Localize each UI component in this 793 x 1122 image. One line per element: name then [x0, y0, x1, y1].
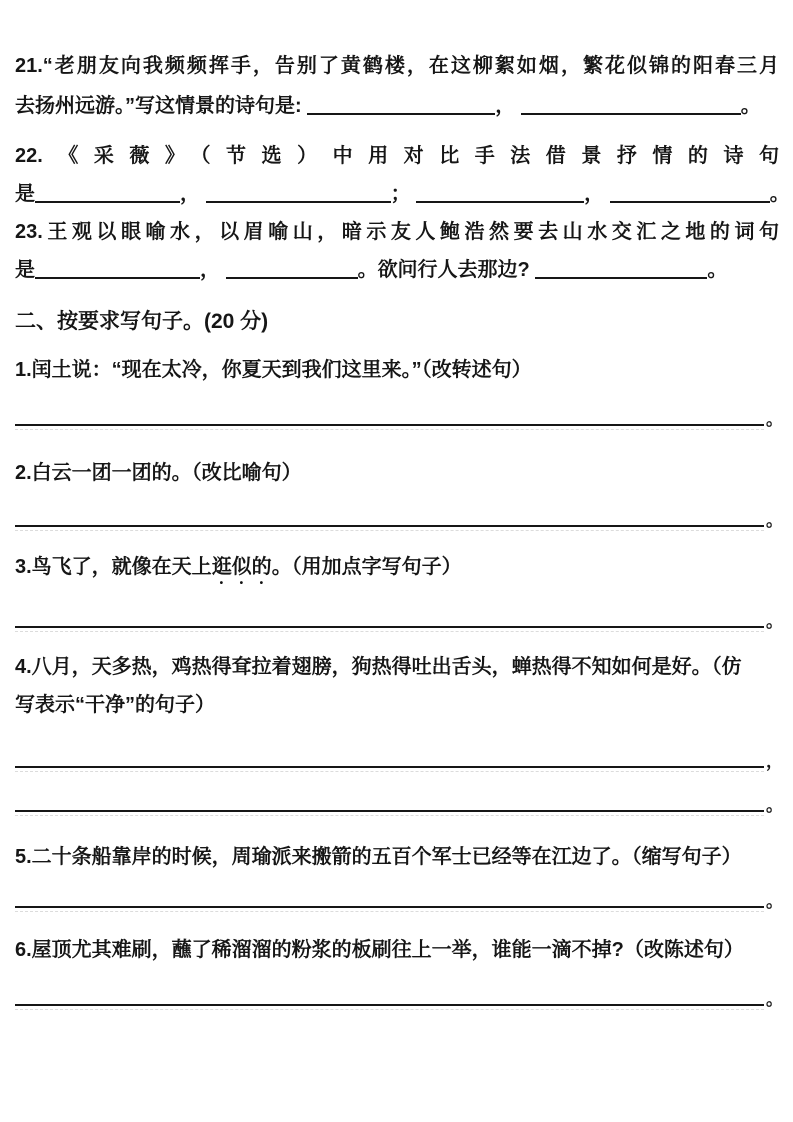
period-mark: 。 — [766, 612, 783, 631]
question-22-line-2 — [15, 180, 790, 208]
rewrite-q6-text: 6.屋顶尤其难刷，蘸了稀溜溜的粉浆的板刷往上一举，谁能一滴不掉?（改陈述句） — [15, 939, 744, 961]
comma-separator: ， — [180, 183, 200, 205]
period-mark: 。 — [766, 990, 783, 1009]
answer-rule — [15, 786, 764, 812]
semicolon-separator: ； — [390, 183, 411, 205]
answer-blank — [206, 182, 391, 203]
rewrite-q5-text: 5.二十条船靠岸的时候，周瑜派来搬箭的五百个军士已经等在江边了。（缩写句子） — [15, 846, 742, 868]
period-mark: 。 — [766, 892, 783, 911]
period-mark: 。 — [707, 259, 728, 281]
rewrite-q4-answer-line-1 — [15, 742, 783, 771]
rewrite-q3-post: 。（用加点字写句子） — [271, 556, 462, 578]
comma-separator: ， — [584, 183, 605, 205]
rewrite-q1-answer-line — [15, 400, 783, 429]
answer-blank — [521, 94, 741, 115]
answer-blank — [35, 258, 200, 279]
question-23-prompt: 是 — [15, 259, 35, 281]
answer-blank — [226, 258, 358, 279]
question-23-mid-text: 欲问行人去那边? — [377, 259, 530, 281]
period-mark: 。 — [766, 511, 783, 530]
rewrite-q4-line-2: 写表示“干净”的句子） — [15, 694, 215, 716]
rewrite-q2-text: 2.白云一团一团的。（改比喻句） — [15, 462, 302, 484]
rewrite-q3-pre: 3.鸟飞了，就像在天上 — [15, 556, 212, 578]
rewrite-q2-answer-line — [15, 501, 783, 530]
answer-rule — [15, 602, 764, 628]
rewrite-q4-answer-line-2 — [15, 786, 783, 815]
question-21-line-2 — [15, 92, 779, 120]
rewrite-q3-dotted-chars: 逛似的 — [211, 556, 272, 578]
rewrite-q3-text — [15, 553, 779, 589]
answer-blank — [307, 94, 495, 115]
answer-blank — [535, 258, 707, 279]
rewrite-q3-answer-line — [15, 602, 783, 631]
answer-rule — [15, 980, 764, 1006]
answer-rule — [15, 742, 764, 768]
comma-separator: ， — [495, 95, 516, 117]
comma-separator: ， — [200, 259, 220, 281]
question-22-prompt: 是 — [15, 183, 35, 205]
rewrite-q5-answer-line — [15, 882, 783, 911]
question-21-line-1: 21.“老朋友向我频频挥手，告别了黄鹤楼，在这柳絮如烟，繁花似锦的阳春三月 — [15, 55, 779, 77]
rewrite-q6-answer-line — [15, 980, 783, 1009]
period-mark: 。 — [769, 183, 790, 205]
period-mark: 。 — [740, 95, 761, 117]
question-23-line-1: 23.王观以眼喻水，以眉喻山，暗示友人鲍浩然要去山水交汇之地的词句 — [15, 221, 779, 243]
comma-mark: ， — [766, 752, 783, 771]
answer-blank — [416, 182, 584, 203]
answer-blank — [35, 182, 180, 203]
answer-rule — [15, 501, 764, 527]
period-mark: 。 — [766, 796, 783, 815]
answer-blank — [610, 182, 770, 203]
period-mark: 。 — [766, 410, 783, 429]
question-22-line-1: 22.《采薇》（节选）中用对比手法借景抒情的诗句 — [15, 145, 779, 167]
question-23-line-2 — [15, 256, 779, 284]
section-2-header: 二、按要求写句子。(20 分) — [15, 310, 269, 333]
answer-rule — [15, 400, 764, 426]
period-mark: 。 — [357, 259, 378, 281]
answer-rule — [15, 882, 764, 908]
question-21-prompt: 去扬州远游。”写这情景的诗句是: — [15, 95, 302, 117]
rewrite-q1-text: 1.闰土说：“现在太冷，你夏天到我们这里来。”（改转述句） — [15, 359, 532, 381]
rewrite-q4-line-1: 4.八月，天多热，鸡热得耷拉着翅膀，狗热得吐出舌头，蝉热得不知如何是好。（仿 — [15, 656, 742, 678]
